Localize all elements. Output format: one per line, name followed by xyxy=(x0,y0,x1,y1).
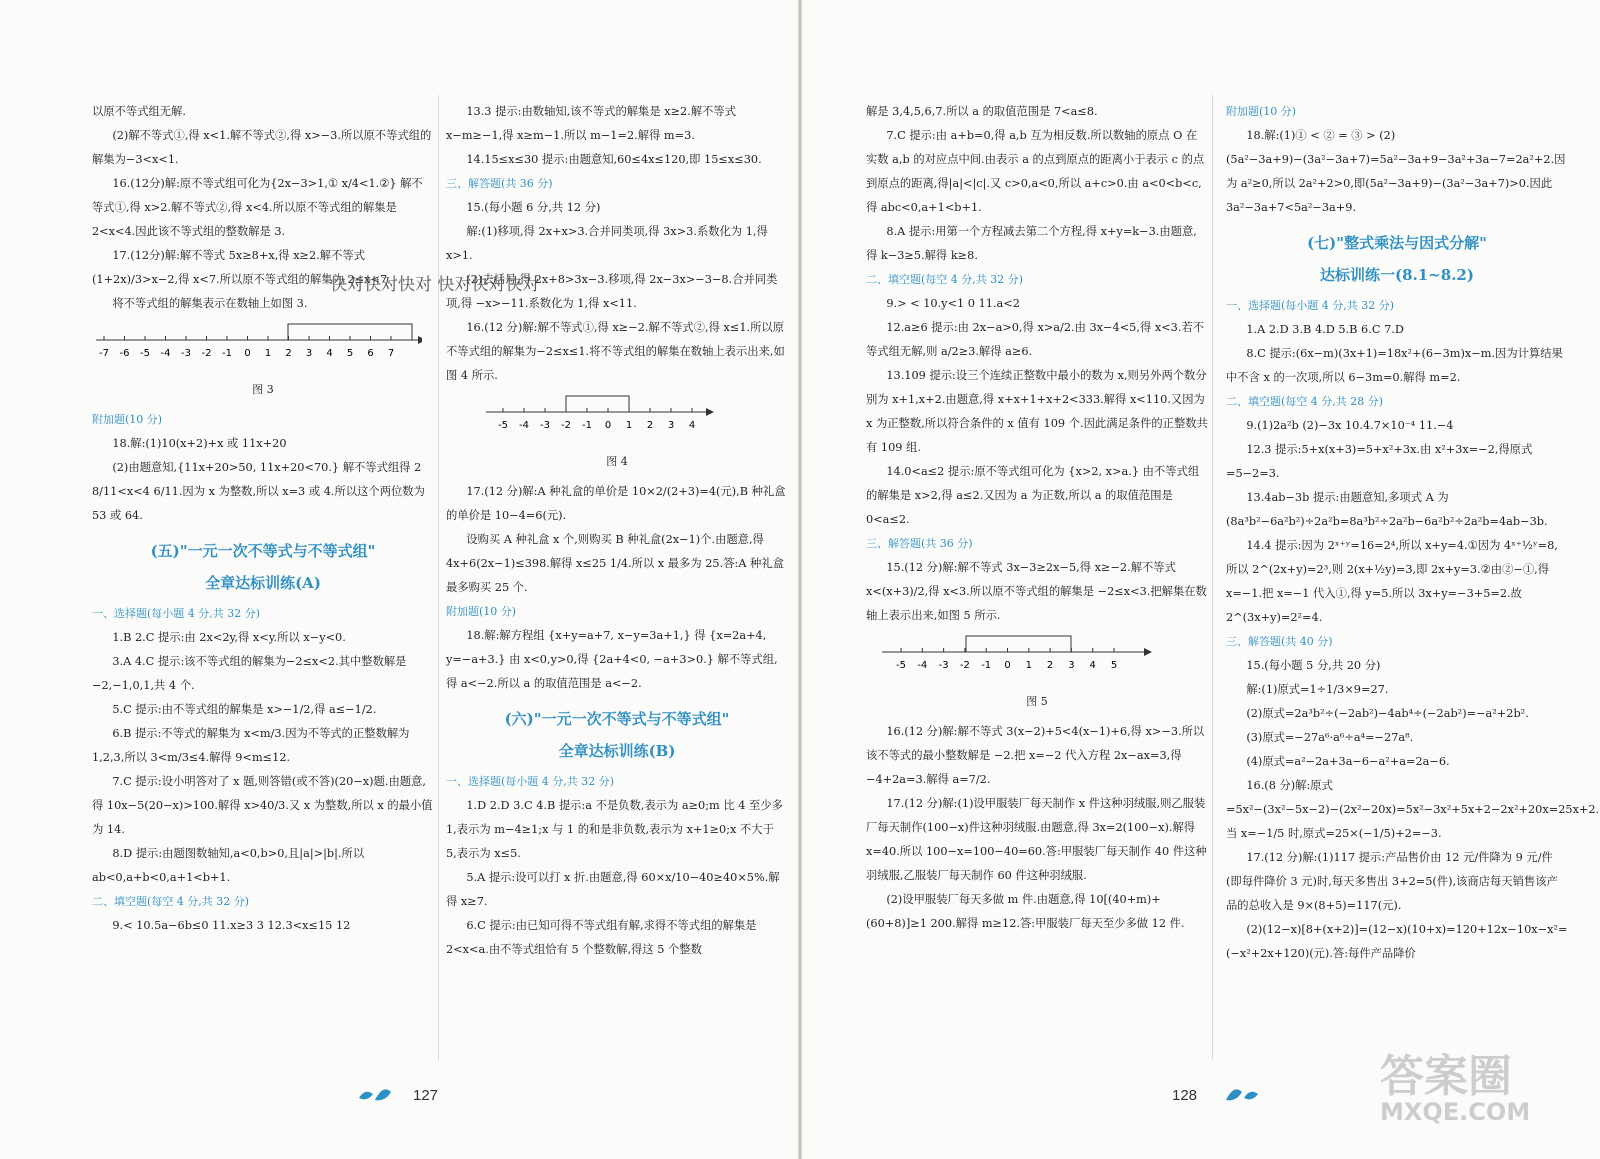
tick-label: 7 xyxy=(387,348,395,359)
section-heading: 三、解答题(共 36 分) xyxy=(446,177,553,190)
tick-label: -3 xyxy=(938,660,949,671)
text-line: 6.C 提示:由已知可得不等式组有解,求得不等式组的解集是 2<x<a.由不等式组恰有 5 个整数解,得这 5 个整数 xyxy=(446,919,757,956)
column-3 xyxy=(866,100,1208,936)
tick-label: -1 xyxy=(582,420,592,431)
tick-label: 4 xyxy=(1089,660,1096,671)
chapter-subtitle: 全章达标训练(A) xyxy=(205,574,321,592)
section-heading: 二、填空题(每空 4 分,共 32 分) xyxy=(92,895,250,908)
tick-label: 3 xyxy=(305,348,313,359)
column-4 xyxy=(1226,100,1600,966)
tick-label: -3 xyxy=(181,348,191,359)
column-2 xyxy=(446,100,788,962)
leaf-ornament-icon xyxy=(1222,1082,1262,1106)
leaf-ornament-icon xyxy=(355,1082,395,1106)
text-line: 设购买 A 种礼盒 x 个,则购买 B 种礼盒(2x−1)个.由题意,得 4x+6(2x−1)≤398.解得 x≤25 1/4.所以 x 最多为 25.答:A 种礼盒最多购买 25 个. xyxy=(446,533,784,594)
text-line: 13.3 提示:由数轴知,该不等式的解集是 x≥2.解不等式 x−m≥−1,得 x≥m−1.所以 m−1=2.解得 m=3. xyxy=(446,105,737,142)
tick-label: 0 xyxy=(1004,660,1011,671)
tick-label: 1 xyxy=(625,420,633,431)
text-line: 18.解:解方程组 {x+y=a+7, x−y=3a+1,} 得 {x=2a+4, y=−a+3.} 由 x<0,y>0,得 {2a+4<0, −a+3>0.} 解不等式组,得 a<−2.所以 a 的取值范围是 a<−2. xyxy=(446,629,778,690)
text-line: 13.4ab−3b 提示:由题意知,多项式 A 为(8a³b²−6a²b²)÷2a²b=8a³b²÷2a²b−6a²b²÷2a²b=4ab−3b. xyxy=(1226,491,1548,528)
section-heading: 一、选择题(每小题 4 分,共 32 分) xyxy=(446,775,615,788)
tick-label: 2 xyxy=(646,420,654,431)
tick-label: -7 xyxy=(99,348,109,359)
text-line: 1.B 2.C 提示:由 2x<2y,得 x<y.所以 x−y<0. xyxy=(112,631,346,644)
text-line: 5.A 提示:设可以打 x 折.由题意,得 60×x/10−40≥40×5%.解得 x≥7. xyxy=(446,871,780,908)
tick-label: 1 xyxy=(264,348,272,359)
text-line: 7.C 提示:由 a+b=0,得 a,b 互为相反数.所以数轴的原点 O 在实数 a,b 的对应点中间.由表示 a 的点到原点的距离小于表示 c 的点到原点的距离,得|a|<|c|.又 c>0,a<0,所以 a+c>0.由 a<0<b<c,得 abc<0,a+1<b+1. xyxy=(866,129,1205,214)
site-logo-watermark: 答案圈 xyxy=(1380,1051,1512,1102)
tick-label: -5 xyxy=(896,660,906,671)
text-line: 5.C 提示:由不等式组的解集是 x>−1/2,得 a≤−1/2. xyxy=(112,703,377,716)
section-heading: 二、填空题(每空 4 分,共 28 分) xyxy=(1226,395,1384,408)
tick-label: -3 xyxy=(540,420,550,431)
text-line: 解:(1)原式=1÷1/3×9=27. xyxy=(1246,683,1389,696)
tick-label: 4 xyxy=(688,420,696,431)
number-line-fig3 xyxy=(92,320,434,376)
page-number-left: 127 xyxy=(413,1087,439,1104)
text-line: 解是 3,4,5,6,7.所以 a 的取值范围是 7<a≤8. xyxy=(866,105,1098,118)
text-line: 18.解:(1)① < ② = ③ > (2)(5a²−3a+9)−(3a²−3a+7)=5a²−3a+9−3a²+3a−7=2a²+2.因为 a²≥0,所以 2a²+2>0,即(5a²−3a+9)−(3a²−3a+7)>0.因此 3a²−3a+7<5a²−3a+9. xyxy=(1226,129,1566,214)
tick-label: -2 xyxy=(959,660,970,671)
section-heading: 三、解答题(共 40 分) xyxy=(1226,635,1333,648)
text-line: 13.109 提示:设三个连续正整数中最小的数为 x,则另外两个数分别为 x+1,x+2.由题意,得 x+x+1+x+2<333.解得 x<110.又因为 x 为正整数,所以符合条件的 x 值有 109 个.因此满足条件的正整数共有 109 组. xyxy=(866,369,1208,454)
text-line: (2)(12−x)[8+(x+2)]=(12−x)(10+x)=120+12x−10x−x²=(−x²+2x+120)(元).答:每件产品降价 xyxy=(1226,923,1568,960)
text-line: 7.C 提示:设小明答对了 x 题,则答错(或不答)(20−x)题.由题意,得 10x−5(20−x)>100.解得 x>40/3.又 x 为整数,所以 x 的最小值为 14. xyxy=(92,775,433,836)
text-line: (2)去括号,得 2x+8>3x−3.移项,得 2x−3x>−3−8.合并同类项,得 −x>−11.系数化为 1,得 x<11. xyxy=(446,273,778,310)
text-line: 14.15≤x≤30 提示:由题意知,60≤4x≤120,即 15≤x≤30. xyxy=(466,153,762,166)
text-line: 将不等式组的解集表示在数轴上如图 3. xyxy=(112,297,308,310)
text-line: 16.(12 分)解:解不等式 3(x−2)+5<4(x−1)+6,得 x>−3.所以该不等式的最小整数解是 −2.把 x=−2 代入方程 2x−ax=3,得 −4+2a=3.解得 a=7/2. xyxy=(866,725,1205,786)
text-line: 15.(每小题 5 分,共 20 分) xyxy=(1246,659,1381,672)
tick-label: -5 xyxy=(140,348,150,359)
text-line: 17.(12 分)解:A 种礼盒的单价是 10×2/(2+3)=4(元),B 种礼盒的单价是 10−4=6(元). xyxy=(446,485,786,522)
text-line: 9.> < 10.y<1 0 11.a<2 xyxy=(886,297,1020,310)
tick-label: -2 xyxy=(561,420,571,431)
text-line: 17.(12 分)解:(1)设甲服装厂每天制作 x 件这种羽绒服,则乙服装厂每天制作(100−x)件这种羽绒服.由题意,得 3x=2(100−x).解得 x=40.所以 100−x=100−40=60.答:甲服装厂每天制作 40 件这种羽绒服,乙服装厂每天制作 60 件这种羽绒服. xyxy=(866,797,1207,882)
text-line: 15.(每小题 6 分,共 12 分) xyxy=(466,201,601,214)
section-heading: 二、填空题(每空 4 分,共 32 分) xyxy=(866,273,1024,286)
text-line: (4)原式=a²−2a+3a−6−a²+a=2a−6. xyxy=(1246,755,1450,768)
chapter-title: (五)"一元一次不等式与不等式组" xyxy=(150,542,376,560)
text-line: 6.B 提示:不等式的解集为 x<m/3.因为不等式的正整数解为 1,2,3,所以 3<m/3≤4.解得 9<m≤12. xyxy=(92,727,410,764)
tick-label: 2 xyxy=(285,348,292,359)
section-heading: 三、解答题(共 36 分) xyxy=(866,537,973,550)
section-heading: 一、选择题(每小题 4 分,共 32 分) xyxy=(1226,299,1395,312)
text-line: 17.(12分)解:解不等式 5x≥8+x,得 x≥2.解不等式 (1+2x)/3>x−2,得 x<7.所以原不等式组的解集为 2≤x<7. xyxy=(92,249,391,286)
figure-caption: 图 5 xyxy=(1026,695,1048,708)
text-line: (3)原式=−27a⁶·a⁶÷a⁴=−27a⁸. xyxy=(1246,731,1414,744)
number-line-svg xyxy=(866,632,1196,688)
text-line: 16.(8 分)解:原式=5x²−(3x²−5x−2)−(2x²−20x)=5x²−3x²+5x+2−2x²+20x=25x+2.当 x=−1/5 时,原式=25×(−1/5)+2=−3. xyxy=(1226,779,1600,840)
text-line: 14.4 提示:因为 2ˣ⁺ʸ=16=2⁴,所以 x+y=4.①因为 4ˣ⁺½ʸ=8,所以 2^(2x+y)=2³,则 2(x+½y)=3,即 2x+y=3.②由②−①,得 x=−1.把 x=−1 代入①,得 y=5.所以 3x+y=−3+5=2.故 2^(3x+y)=2²=4. xyxy=(1226,539,1558,624)
number-line-svg xyxy=(446,392,776,448)
tick-label: -1 xyxy=(981,660,992,671)
tick-label: -4 xyxy=(917,660,928,671)
text-line: 16.(12分)解:原不等式组可化为{2x−3>1,① x/4<1.②} 解不等式①,得 x>2.解不等式②,得 x<4.所以原不等式组的解集是 2<x<4.因此该不等式组的整数解是 3. xyxy=(92,177,423,238)
tick-label: -2 xyxy=(201,348,212,359)
text-line: (2)设甲服装厂每天多做 m 件.由题意,得 10[(40+m)+(60+8)]≥1 200.解得 m≥12.答:甲服装厂每天至少多做 12 件. xyxy=(866,893,1185,930)
figure-caption: 图 4 xyxy=(606,455,628,468)
tick-label: 3 xyxy=(667,420,675,431)
text-line: 15.(12 分)解:解不等式 3x−3≥2x−5,得 x≥−2.解不等式 x<(x+3)/2,得 x<3.所以原不等式组的解集是 −2≤x<3.把解集在数轴上表示出来,如图 5 所示. xyxy=(866,561,1207,622)
column-divider xyxy=(438,95,439,1060)
text-line: (2)原式=2a³b²÷(−2ab²)−4ab⁴÷(−2ab²)=−a²+2b². xyxy=(1246,707,1529,720)
text-line: 9.< 10.5a−6b≤0 11.x≥3 3 12.3<x≤15 12 xyxy=(112,919,351,932)
tick-label: -5 xyxy=(498,420,508,431)
text-line: (2)解不等式①,得 x<1.解不等式②,得 x>−3.所以原不等式组的解集为−3<x<1. xyxy=(92,129,432,166)
text-line: (2)由题意知,{11x+20>50, 11x+20<70.} 解不等式组得 2 8/11<x<4 6/11.因为 x 为整数,所以 x=3 或 4.所以这个两位数为 53 或 64. xyxy=(92,461,425,522)
text-line: 3.A 4.C 提示:该不等式组的解集为−2≤x<2.其中整数解是−2,−1,0,1,共 4 个. xyxy=(92,655,407,692)
tick-label: -4 xyxy=(160,348,171,359)
tick-label: -1 xyxy=(222,348,232,359)
text-line: 14.0<a≤2 提示:原不等式组可化为 {x>2, x>a.} 由不等式组的解集是 x>2,得 a≤2.又因为 a 为正数,所以 a 的取值范围是 0<a≤2. xyxy=(866,465,1200,526)
number-line-fig4 xyxy=(446,392,788,448)
tick-label: 0 xyxy=(604,420,612,431)
tick-label: 5 xyxy=(346,348,354,359)
bonus-header: 附加题(10 分) xyxy=(1226,105,1297,118)
text-line: 8.A 提示:用第一个方程减去第二个方程,得 x+y=k−3.由题意,得 k−3≥5.解得 k≥8. xyxy=(866,225,1197,262)
text-line: 17.(12 分)解:(1)117 提示:产品售价由 12 元/件降为 9 元/件(即每件降价 3 元)时,每天多售出 3+2=5(件),该商店每天销售该产品的总收入是 9×(8+5)=117(元). xyxy=(1226,851,1558,912)
handwritten-watermark: 快对快对快对 快对快对快对 xyxy=(330,275,540,295)
tick-label: -4 xyxy=(519,420,529,431)
tick-label: 3 xyxy=(1068,660,1075,671)
chapter-subtitle: 达标训练一(8.1~8.2) xyxy=(1320,266,1474,284)
text-line: 解:(1)移项,得 2x+x>3.合并同类项,得 3x>3.系数化为 1,得 x>1. xyxy=(446,225,768,262)
tick-label: 2 xyxy=(1046,660,1054,671)
column-1 xyxy=(92,100,434,938)
text-line: 16.(12 分)解:解不等式①,得 x≥−2.解不等式②,得 x≤1.所以原不等式组的解集为−2≤x≤1.将不等式组的解集在数轴上表示出来,如图 4 所示. xyxy=(446,321,785,382)
tick-label: 6 xyxy=(367,348,374,359)
text-line: 1.D 2.D 3.C 4.B 提示:a 不是负数,表示为 a≥0;m 比 4 至少多 1,表示为 m−4≥1;x 与 1 的和是非负数,表示为 x+1≥0;x 不大于 5,表示为 x≤5. xyxy=(446,799,783,860)
text-line: 12.3 提示:5+x(x+3)=5+x²+3x.由 x²+3x=−2,得原式=5−2=3. xyxy=(1226,443,1533,480)
tick-label: 5 xyxy=(1110,660,1118,671)
tick-label: 0 xyxy=(244,348,251,359)
page-number-right: 128 xyxy=(1172,1087,1198,1104)
text-line: 1.A 2.D 3.B 4.D 5.B 6.C 7.D xyxy=(1246,323,1404,336)
bonus-header: 附加题(10 分) xyxy=(446,605,517,618)
section-heading: 一、选择题(每小题 4 分,共 32 分) xyxy=(92,607,261,620)
text-line: 以原不等式组无解. xyxy=(92,105,186,118)
tick-label: 1 xyxy=(1025,660,1032,671)
text-line: 8.D 提示:由题图数轴知,a<0,b>0,且|a|>|b|.所以 ab<0,a+b<0,a+1<b+1. xyxy=(92,847,365,884)
site-url-watermark: MXQE.COM xyxy=(1380,1098,1531,1126)
number-line-fig5 xyxy=(866,632,1208,688)
tick-label: 4 xyxy=(326,348,333,359)
chapter-title: (七)"整式乘法与因式分解" xyxy=(1307,234,1487,252)
chapter-title: (六)"一元一次不等式与不等式组" xyxy=(504,710,730,728)
figure-caption: 图 3 xyxy=(252,383,274,396)
tick-label: -6 xyxy=(119,348,130,359)
text-line: 18.解:(1)10(x+2)+x 或 11x+20 xyxy=(112,437,287,450)
text-line: 12.a≥6 提示:由 2x−a>0,得 x>a/2.由 3x−4<5,得 x<3.若不等式组无解,则 a/2≥3.解得 a≥6. xyxy=(866,321,1205,358)
text-line: 9.(1)2a²b (2)−3x 10.4.7×10⁻⁴ 11.−4 xyxy=(1246,419,1454,432)
number-line-svg xyxy=(92,320,422,376)
column-divider xyxy=(1212,95,1213,1060)
text-line: 8.C 提示:(6x−m)(3x+1)=18x²+(6−3m)x−m.因为计算结果中不含 x 的一次项,所以 6−3m=0.解得 m=2. xyxy=(1226,347,1563,384)
chapter-subtitle: 全章达标训练(B) xyxy=(558,742,676,760)
bonus-header: 附加题(10 分) xyxy=(92,413,163,426)
